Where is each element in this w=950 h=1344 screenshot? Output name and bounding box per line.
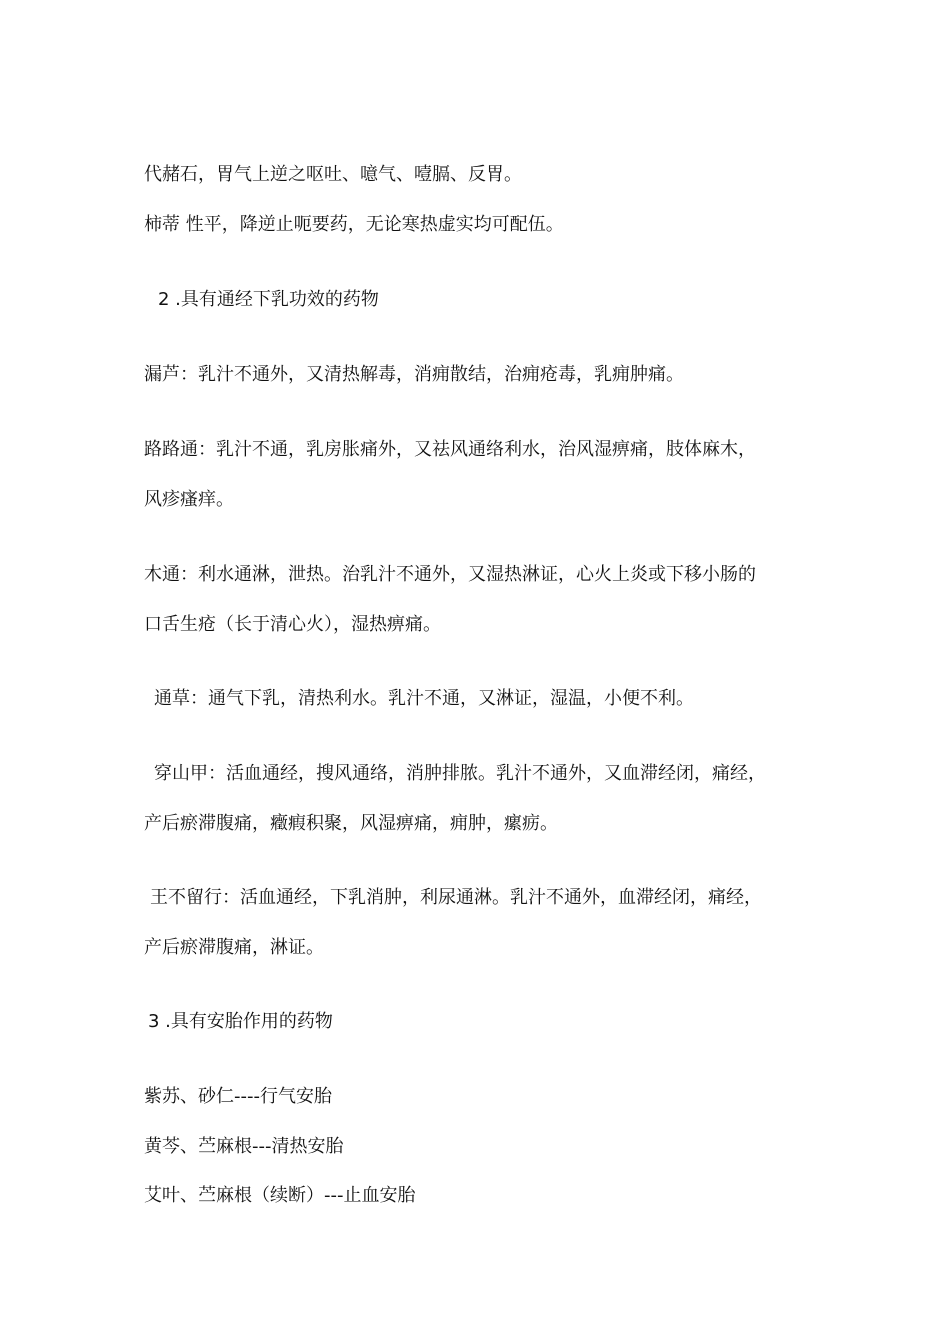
text-line-aiye: 艾叶、苎麻根（续断）---止血安胎 [144, 1185, 416, 1206]
section-heading-2: 2 .具有通经下乳功效的药物 [158, 289, 379, 310]
text-line-chuanshanjia-cont: 产后瘀滞腹痛，癥瘕积聚，风湿痹痛，痈肿，瘰疬。 [144, 813, 558, 834]
text-line-mutong-cont: 口舌生疮（长于清心火），湿热痹痛。 [144, 614, 441, 635]
text-line-daizheshi: 代赭石，胃气上逆之呕吐、噫气、噎膈、反胃。 [144, 164, 522, 185]
text-line-zisu-sharen: 紫苏、砂仁----行气安胎 [144, 1086, 332, 1107]
text-line-shidi: 柿蒂 性平，降逆止呃要药，无论寒热虚实均可配伍。 [144, 214, 564, 235]
text-line-chuanshanjia: 穿山甲：活血通经，搜风通络，消肿排脓。乳汁不通外，又血滞经闭，痛经， [154, 763, 766, 784]
text-line-wangbuliuxing: 王不留行：活血通经，下乳消肿，利尿通淋。乳汁不通外，血滞经闭，痛经， [150, 887, 762, 908]
section-heading-3: 3 .具有安胎作用的药物 [148, 1011, 333, 1032]
text-line-tongcao: 通草：通气下乳，清热利水。乳汁不通，又淋证，湿温，小便不利。 [154, 688, 694, 709]
text-line-loulu: 漏芦：乳汁不通外，又清热解毒，消痈散结，治痈疮毒，乳痈肿痛。 [144, 364, 684, 385]
text-line-wangbuliuxing-cont: 产后瘀滞腹痛，淋证。 [144, 937, 324, 958]
text-line-huangqin: 黄芩、苎麻根---清热安胎 [144, 1136, 344, 1157]
text-line-lulutong-cont: 风疹瘙痒。 [144, 489, 234, 510]
text-line-lulutong: 路路通：乳汁不通，乳房胀痛外，又祛风通络利水，治风湿痹痛，肢体麻木， [144, 439, 756, 460]
text-line-mutong: 木通：利水通淋，泄热。治乳汁不通外，又湿热淋证，心火上炎或下移小肠的 [144, 564, 756, 585]
